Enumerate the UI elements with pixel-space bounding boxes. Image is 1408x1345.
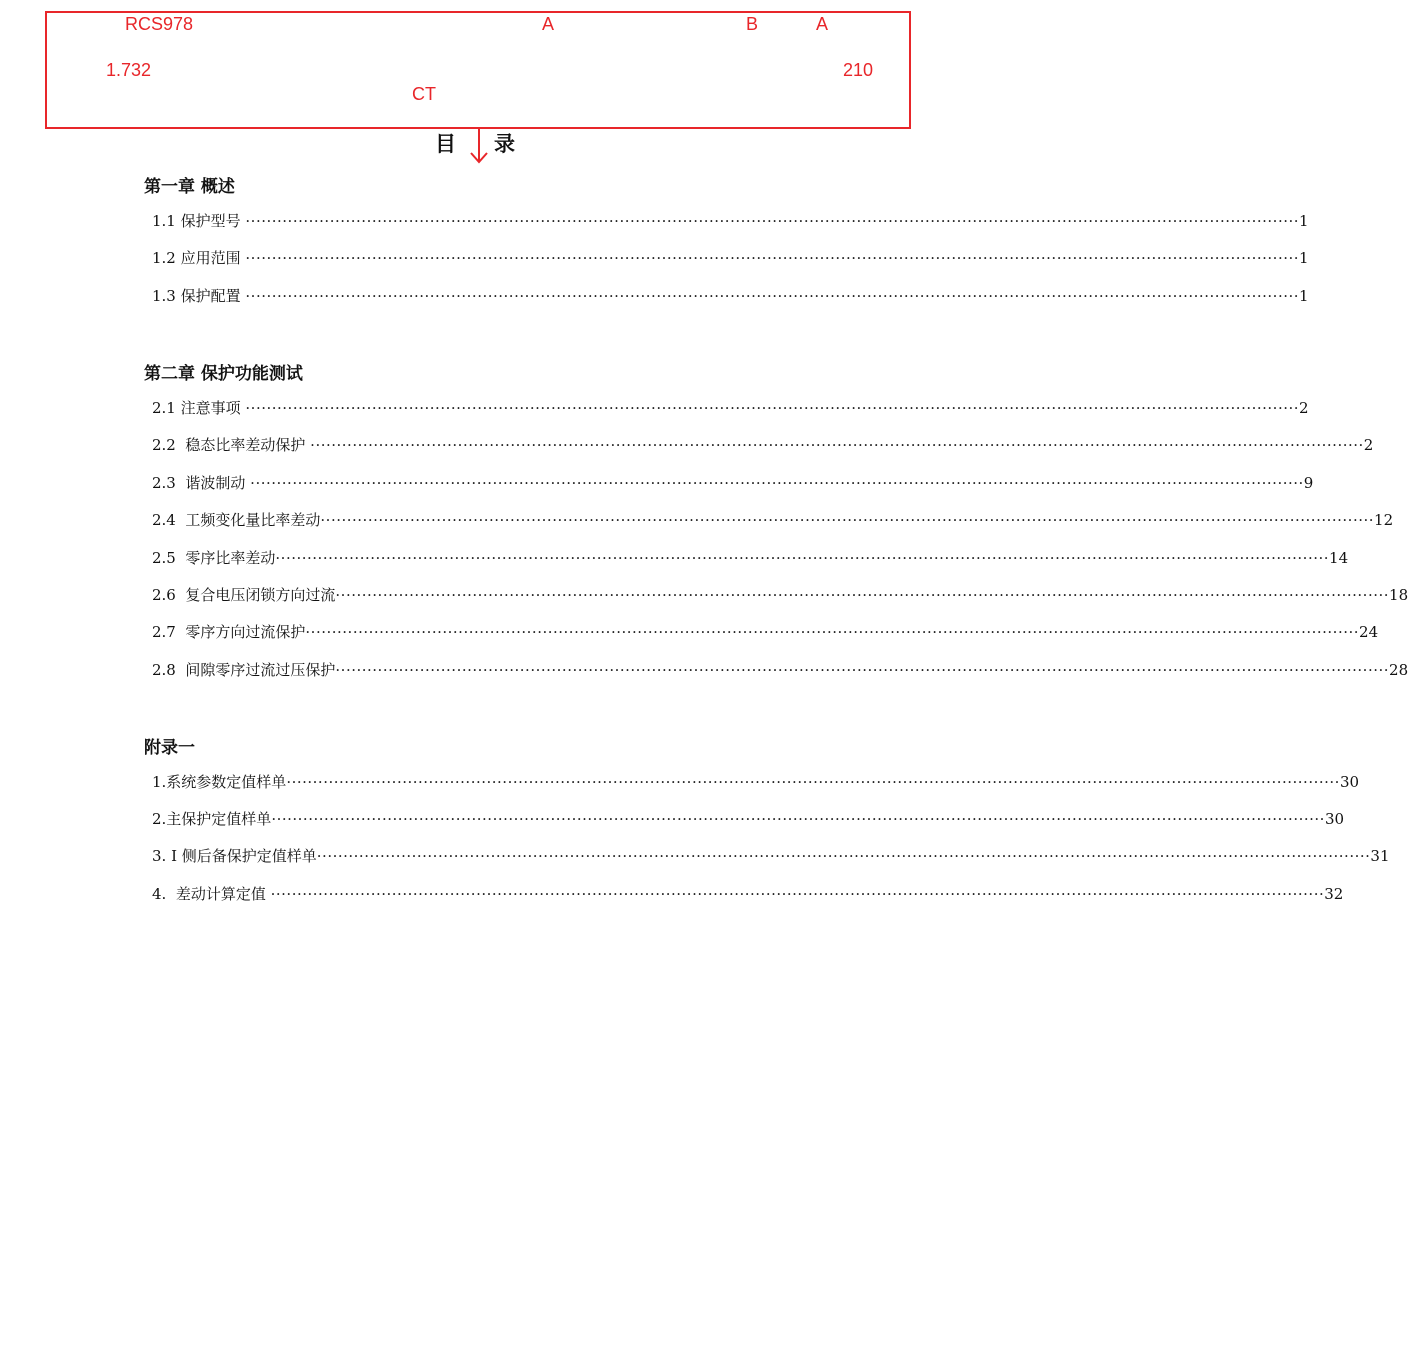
toc-entry[interactable] xyxy=(152,659,1408,680)
toc-leader-dots: ········································································································································································································ xyxy=(245,399,1300,417)
toc-entry[interactable] xyxy=(152,584,1408,605)
toc-entry-page: 24 xyxy=(1359,623,1379,641)
annotation-label-value: 210 xyxy=(843,60,874,80)
toc-entry-page: 14 xyxy=(1329,549,1349,567)
toc-leader-dots: ········································································································································································································ xyxy=(275,549,1330,567)
toc-entry[interactable] xyxy=(152,808,1345,829)
toc-entry-label: 1.系统参数定值样单 xyxy=(152,773,287,791)
toc-entry[interactable] xyxy=(152,285,1309,306)
toc-leader-dots: ········································································································································································································ xyxy=(245,287,1300,305)
toc-leader-dots: ········································································································································································································ xyxy=(316,847,1371,865)
toc-entry-label: 1.3 保护配置 xyxy=(152,287,246,305)
toc-entry-label: 2.5 零序比率差动 xyxy=(152,549,276,567)
toc-leader-dots: ········································································································································································································ xyxy=(320,511,1375,529)
toc-entry-label: 2.6 复合电压闭锁方向过流 xyxy=(152,586,336,604)
toc-entry-label: 2.3 谐波制动 xyxy=(152,474,251,492)
toc-leader-dots: ········································································································································································································ xyxy=(271,810,1325,828)
annotation-label-factor: 1.732 xyxy=(106,60,152,80)
toc-entry-page: 32 xyxy=(1324,885,1344,903)
annotation-label-ct: CT xyxy=(412,84,436,104)
toc-leader-dots: ········································································································································································································ xyxy=(245,212,1300,230)
toc-leader-dots: ········································································································································································································ xyxy=(335,661,1390,679)
toc-entry-page: 2 xyxy=(1363,436,1374,454)
annotation-label-a1: A xyxy=(542,14,555,34)
chapter-heading-1: 第一章 概述 xyxy=(144,177,235,197)
toc-leader-dots: ········································································································································································································ xyxy=(305,623,1360,641)
toc-entry-label: 2.2 稳态比率差动保护 xyxy=(152,436,311,454)
title-char-left: 目 xyxy=(435,132,456,156)
toc-entry[interactable] xyxy=(152,472,1314,493)
toc-entry-page: 2 xyxy=(1299,399,1309,417)
toc-entry-label: 2.7 零序方向过流保护 xyxy=(152,623,306,641)
toc-entry[interactable] xyxy=(152,621,1379,642)
toc-entry-label: 1.2 应用范围 xyxy=(152,249,246,267)
toc-leader-dots: ········································································································································································································ xyxy=(310,436,1364,454)
toc-entry-page: 31 xyxy=(1370,847,1390,865)
toc-entry[interactable] xyxy=(152,397,1309,418)
toc-entry[interactable] xyxy=(152,547,1349,568)
chapter-heading-appendix: 附录一 xyxy=(144,738,195,758)
annotation-label-a2: A xyxy=(816,14,829,34)
toc-leader-dots: ········································································································································································································ xyxy=(250,474,1304,492)
toc-entry-label: 2.1 注意事项 xyxy=(152,399,246,417)
toc-entry-page: 1 xyxy=(1299,212,1309,230)
toc-entry-label: 4. 差动计算定值 xyxy=(152,885,271,903)
annotation-label-b: B xyxy=(746,14,759,34)
toc-entry[interactable] xyxy=(152,771,1360,792)
toc-entry-label: 2.主保护定值样单 xyxy=(152,810,272,828)
toc-entry[interactable] xyxy=(152,247,1309,268)
toc-entry-page: 12 xyxy=(1374,511,1394,529)
page-title xyxy=(0,128,950,158)
toc-entry-page: 1 xyxy=(1299,287,1309,305)
toc-entry-page: 9 xyxy=(1303,474,1314,492)
toc-leader-dots: ········································································································································································································ xyxy=(335,586,1390,604)
toc-entry[interactable] xyxy=(152,210,1309,231)
title-char-right: 录 xyxy=(494,132,515,156)
toc-leader-dots: ········································································································································································································ xyxy=(270,885,1325,903)
toc-entry-label: 3. I 侧后备保护定值样单 xyxy=(152,847,317,865)
toc-entry-label: 2.8 间隙零序过流过压保护 xyxy=(152,661,336,679)
toc-entry-page: 30 xyxy=(1324,810,1345,828)
toc-entry[interactable] xyxy=(152,845,1390,866)
toc-leader-dots: ········································································································································································································ xyxy=(286,773,1340,791)
toc-entry-label: 2.4 工频变化量比率差动 xyxy=(152,511,321,529)
toc-entry-label: 1.1 保护型号 xyxy=(152,212,246,230)
toc-entry[interactable] xyxy=(152,434,1374,455)
chapter-heading-2: 第二章 保护功能测试 xyxy=(144,364,303,384)
toc-entry-page: 28 xyxy=(1389,661,1408,679)
toc-entry-page: 1 xyxy=(1299,249,1309,267)
toc-entry[interactable] xyxy=(152,883,1344,904)
toc-leader-dots: ········································································································································································································ xyxy=(245,249,1300,267)
toc-entry[interactable] xyxy=(152,509,1394,530)
toc-entry-page: 18 xyxy=(1389,586,1408,604)
annotation-label-model: RCS978 xyxy=(125,14,194,34)
toc-entry-page: 30 xyxy=(1339,773,1360,791)
